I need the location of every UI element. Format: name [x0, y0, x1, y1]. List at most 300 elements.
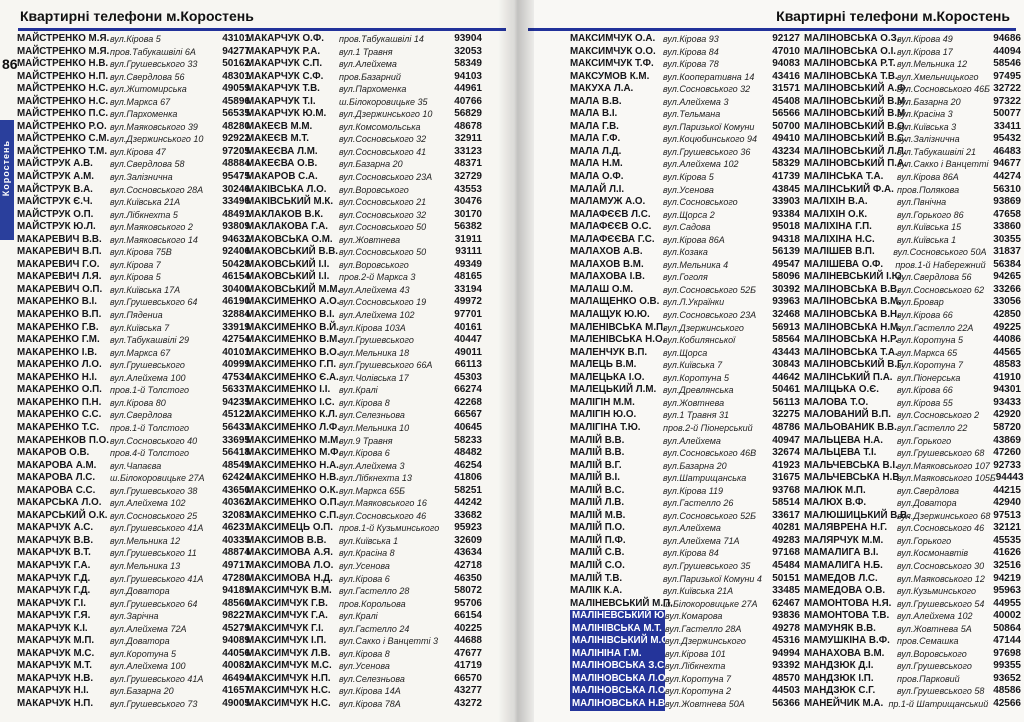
- entry-name: МАКАРСЬКА Л.О.: [17, 497, 102, 509]
- entry-name: МАКУХА Л.А.: [570, 83, 634, 95]
- entry-phone: 93904: [454, 33, 482, 44]
- directory-entry: [246, 485, 482, 498]
- entry-phone: 47677: [454, 647, 482, 659]
- directory-entry: [246, 460, 482, 473]
- entry-phone: 58514: [772, 497, 800, 509]
- entry-address: ш.Білокоровицьке 27А: [663, 598, 758, 609]
- entry-phone: 48678: [454, 120, 482, 132]
- entry-address: вул.Кобилянської: [663, 335, 736, 346]
- directory-entry: [246, 673, 482, 686]
- entry-name: МАКАРЧУК О.Ф.: [246, 33, 324, 44]
- entry-address: вул.Грушевського 68: [897, 448, 985, 459]
- entry-address: вул.Воровського: [339, 259, 409, 270]
- entry-name: МАЙСТРЕНКО Н.С.: [17, 95, 109, 107]
- entry-address: вул.Грушевського 64: [110, 297, 198, 308]
- entry-name: МАЛІНОВСЬКИЙ В.М.: [804, 108, 908, 120]
- directory-entry: [17, 347, 250, 360]
- entry-name: МАКСИМЕНКО М.Ф.: [246, 447, 342, 459]
- entry-address: вул.Грушевського 41А: [110, 573, 204, 584]
- entry-phone: 33695: [222, 434, 250, 446]
- entry-address: вул.Сосновського 46: [897, 523, 985, 534]
- entry-phone: 40335: [222, 534, 250, 546]
- header-rule: [18, 28, 506, 31]
- directory-entry: [246, 447, 482, 460]
- entry-name: МАКЕЄВ М.Т.: [246, 133, 310, 145]
- entry-name: МАЛІЙ М.В.: [570, 509, 626, 521]
- directory-entry: [570, 447, 800, 460]
- entry-phone: 48491: [222, 208, 250, 220]
- directory-entry: [570, 660, 800, 673]
- entry-name: МАЛАФЄЄВА Г.С.: [570, 233, 655, 245]
- entry-address: вул.Щорса: [663, 347, 708, 358]
- entry-address: вул.Коротуна 5: [897, 335, 963, 346]
- entry-name: МАЛЯВРЕНА Н.Г.: [804, 522, 888, 534]
- entry-phone: 30246: [222, 183, 250, 195]
- entry-name: МАЛІНЕВСЬКИЙ І.Ю.: [804, 271, 905, 283]
- entry-name: МАЛІНЕВСЬКИЙ Ю.Й.: [572, 610, 677, 622]
- entry-name: МАЛЮШИЦЬКИЙ В.В.: [804, 509, 910, 521]
- entry-phone: 43634: [454, 547, 482, 559]
- entry-phone: 46231: [222, 522, 250, 534]
- entry-name: МАКСИМЧУК М.С.: [246, 660, 332, 672]
- entry-address: пров.Базарний: [339, 71, 401, 82]
- entry-address: вул.Кірова 119: [663, 485, 724, 496]
- directory-entry: [804, 535, 1021, 548]
- entry-phone: 30400: [222, 283, 250, 295]
- entry-phone: 56366: [772, 697, 800, 709]
- entry-name: МАЛІНОВСЬКА В.Н.: [804, 309, 900, 321]
- directory-entry: [246, 372, 482, 385]
- entry-address: вул.Маяковського 12: [897, 573, 985, 584]
- entry-address: вул.Кірова 80: [110, 397, 166, 408]
- entry-phone: 94318: [772, 233, 800, 245]
- directory-entry: [570, 322, 800, 335]
- entry-name: МАЛІНОВСЬКА В.М.: [804, 296, 901, 308]
- entry-name: МАЛІНСЬКИЙ Ф.А.: [804, 183, 894, 195]
- directory-entry: [17, 33, 250, 46]
- entry-phone: 47280: [222, 572, 250, 584]
- directory-entry: [17, 535, 250, 548]
- entry-address: вул.Кірова 5: [110, 34, 161, 44]
- entry-address: вул.Космонавтів: [897, 548, 969, 559]
- entry-address: вул.Базарна 20: [339, 159, 403, 170]
- entry-phone: 97322: [993, 95, 1021, 107]
- entry-name: МАКСИМЕНКО В.О.: [246, 346, 340, 358]
- entry-phone: 56418: [222, 447, 250, 459]
- entry-name: МАКАРЕНКО О.П.: [17, 384, 102, 396]
- entry-address: вул.Мельника 4: [663, 259, 729, 270]
- entry-name: МАКСИМЧУК О.А.: [570, 33, 656, 44]
- entry-phone: 44274: [993, 171, 1021, 183]
- entry-phone: 31571: [772, 83, 800, 95]
- entry-address: вул.Дзержинського 10: [339, 109, 433, 120]
- entry-address: вул.Мельника 12: [897, 59, 968, 70]
- entry-phone: 49547: [772, 258, 800, 270]
- entry-name: МАЛЬЦЕВА Н.А.: [804, 434, 883, 446]
- entry-phone: 48874: [222, 547, 250, 559]
- entry-name: МАКАРЧУК С.Ф.: [246, 70, 324, 82]
- entry-name: МАЙСТРУК В.А.: [17, 183, 93, 195]
- entry-address: пров.Семашка: [897, 636, 959, 647]
- entry-name: МАЛІЙ С.В.: [570, 547, 625, 559]
- entry-name: МАКАРЧУК М.С.: [17, 647, 95, 659]
- directory-entry: [804, 322, 1021, 335]
- page-header: Квартирні телефони м.Коростень: [776, 8, 1010, 24]
- entry-name: МАЛА В.В.: [570, 95, 622, 107]
- entry-name: МАКСИМЕНКО Л.Ф.: [246, 421, 340, 433]
- entry-name: МАЛІНОВСЬКА Н.Р.: [804, 334, 898, 346]
- entry-name: МАЛІХІНА Г.П.: [804, 221, 872, 233]
- entry-address: вул.Щорса 2: [663, 209, 715, 220]
- entry-phone: 40645: [454, 421, 482, 433]
- entry-name: МАЛАФЄЄВ О.С.: [570, 221, 652, 233]
- entry-phone: 43869: [993, 434, 1021, 446]
- directory-entry: [804, 271, 1021, 284]
- entry-name: МАМУШКІНА В.Ф.: [804, 635, 890, 647]
- entry-address: вул.Грушевського 58: [897, 686, 985, 697]
- entry-address: вул.Кралі: [339, 385, 378, 396]
- directory-entry: [804, 547, 1021, 560]
- entry-name: МАЛІНОВСЬКИЙ А.Ф.: [804, 83, 909, 95]
- directory-entry: [804, 284, 1021, 297]
- entry-phone: 41739: [772, 171, 800, 183]
- entry-name: МАЛІНОВСЬКА Л.О.: [572, 685, 669, 697]
- entry-phone: 97495: [993, 70, 1021, 82]
- entry-address: вул.Свердлова: [897, 485, 959, 496]
- entry-address: вул.Маяковського 39: [110, 121, 198, 132]
- entry-address: вул.Маркса 67: [110, 347, 171, 358]
- entry-phone: 49011: [454, 346, 482, 358]
- directory-entry: [17, 184, 250, 197]
- entry-address: вул.Пархоменка: [110, 109, 178, 120]
- entry-name: МАКОВСЬКИЙ І.І.: [246, 271, 330, 283]
- entry-name: МАЛАХОВ А.В.: [570, 246, 643, 258]
- directory-entry: [804, 610, 1021, 623]
- entry-address: вул.Доватора: [897, 498, 957, 509]
- directory-entry: [804, 108, 1021, 121]
- entry-name: МАЛАХОВ В.М.: [570, 258, 644, 270]
- entry-name: МАКАРЧУК Г.Я.: [17, 610, 91, 622]
- entry-phone: 92922: [222, 133, 250, 145]
- entry-phone: 48280: [222, 120, 250, 132]
- directory-entry: [17, 472, 250, 485]
- directory-entry: [17, 485, 250, 498]
- directory-entry: [246, 334, 482, 347]
- entry-phone: 47144: [993, 635, 1021, 647]
- entry-name: МАКСИМЧУК Г.І.: [246, 622, 324, 634]
- entry-address: вул.Дзержинського 68: [897, 510, 991, 521]
- entry-phone: 41657: [222, 685, 250, 697]
- directory-entry: [570, 359, 800, 372]
- entry-phone: 95432: [993, 133, 1021, 145]
- entry-address: вул.Гастелло 24: [339, 623, 410, 634]
- entry-phone: 48165: [454, 271, 482, 283]
- entry-address: вул.Кірова 66: [897, 385, 953, 396]
- entry-name: МАКСИМЧУК Г.В.: [246, 597, 328, 609]
- entry-phone: 40101: [222, 346, 250, 358]
- directory-entry: [804, 635, 1021, 648]
- directory-entry: [246, 409, 482, 422]
- entry-name: МАЙСТРУК Є.Ч.: [17, 196, 93, 208]
- entry-address: вул.Лібкнехта: [665, 661, 726, 672]
- directory-entry: [570, 573, 800, 586]
- entry-name: МАЛАХОВА І.В.: [570, 271, 645, 283]
- directory-entry: [246, 585, 482, 598]
- entry-phone: 32729: [454, 171, 482, 183]
- entry-name: МАЛІНЕВСЬКИЙ М.П.: [570, 597, 673, 609]
- entry-name: МАКОВСЬКИЙ М.М.: [246, 283, 341, 295]
- entry-phone: 43443: [772, 346, 800, 358]
- entry-address: вул.Свердлова 56: [110, 71, 185, 82]
- entry-name: МАКСИМЕНКО Є.А.: [246, 371, 339, 383]
- entry-address: вул.Гастелло 22: [897, 422, 968, 433]
- entry-phone: 44094: [993, 45, 1021, 57]
- entry-name: МАКЕЄВА Л.М.: [246, 145, 318, 157]
- entry-phone: 33485: [772, 585, 800, 597]
- entry-phone: 95706: [454, 597, 482, 609]
- entry-name: МАКСИМЕНКО І.І.: [246, 384, 331, 396]
- entry-phone: 48549: [222, 459, 250, 471]
- entry-address: вул.Сосновського 21: [339, 197, 427, 208]
- entry-address: вул.Лібкнехта 5: [110, 209, 178, 220]
- entry-name: МАКАРОВА С.С.: [17, 484, 96, 496]
- directory-entry: [17, 359, 250, 372]
- entry-address: вул.Пархоменка: [339, 84, 407, 95]
- directory-entry: [570, 372, 800, 385]
- entry-name: МАЙСТРЕНКО М.Я.: [17, 45, 110, 57]
- entry-phone: 48570: [772, 672, 800, 684]
- entry-address: вул.Тельмана: [663, 109, 721, 120]
- entry-address: вул.Грушевського 66А: [339, 360, 433, 371]
- directory-entry: [804, 460, 1021, 473]
- entry-phone: 33617: [772, 509, 800, 521]
- entry-address: вул.Сосновського 19: [339, 297, 427, 308]
- entry-name: МАЛІНОВСЬКИЙ В.С.: [804, 133, 907, 145]
- entry-phone: 56566: [772, 108, 800, 120]
- entry-address: вул.Коротуна 7: [897, 360, 963, 371]
- entry-name: МАЛЬЧЕВСЬКА Н.В.: [804, 472, 903, 484]
- entry-phone: 97168: [772, 547, 800, 559]
- directory-entry: [246, 322, 482, 335]
- section-tab-label: Коростень: [1, 140, 11, 197]
- entry-address: вул.Жовтнева: [339, 234, 401, 245]
- entry-name: МАЛІНОВСЬКА Н.В.: [572, 697, 668, 709]
- entry-phone: 43234: [772, 145, 800, 157]
- entry-name: МАЛІНОВСЬКИЙ П.А.: [804, 158, 907, 170]
- entry-phone: 42268: [454, 396, 482, 408]
- entry-address: вул.Чолівська 17: [339, 372, 409, 383]
- directory-entry: [246, 397, 482, 410]
- directory-entry: [17, 635, 250, 648]
- entry-address: пров.1-й Набережний: [895, 259, 986, 270]
- directory-entry: [246, 547, 482, 560]
- directory-entry: [246, 635, 482, 648]
- directory-entry: [246, 623, 482, 636]
- entry-name: МАКСИМЕНКО В.Й.: [246, 321, 339, 333]
- entry-address: вул.Кірова 78А: [339, 698, 401, 709]
- entry-name: МАКАРЕВИЧ В.В.: [17, 233, 102, 245]
- directory-entry: [246, 46, 482, 59]
- directory-entry: [246, 422, 482, 435]
- entry-phone: 94103: [454, 70, 482, 82]
- entry-address: вул.Гоголя: [663, 272, 708, 283]
- entry-name: МАЙСТРЕНКО Н.С.: [17, 83, 109, 95]
- entry-phone: 40947: [772, 434, 800, 446]
- entry-address: вул.Кірова 84: [663, 548, 719, 559]
- entry-name: МАКСИМОВА Н.Д.: [246, 572, 333, 584]
- entry-address: вул.Воровського: [897, 648, 967, 659]
- entry-address: вул.Сосновського 50: [339, 222, 427, 233]
- entry-phone: 33860: [993, 221, 1021, 233]
- entry-phone: 31911: [454, 233, 482, 245]
- entry-address: вул.Дзержинського: [663, 322, 744, 333]
- entry-address: вул.Свердлова: [110, 410, 172, 421]
- directory-entry: [804, 422, 1021, 435]
- entry-name: МАКАРЧУК М.П.: [17, 635, 95, 647]
- entry-name: МАЛА Г.Ф.: [570, 133, 621, 145]
- entry-phone: 43845: [772, 183, 800, 195]
- entry-phone: 95923: [454, 522, 482, 534]
- entry-address: вул.Грушевського 73: [110, 698, 198, 709]
- entry-address: вул.Сосновського 46: [339, 510, 427, 521]
- entry-address: вул.Базарна 20: [663, 460, 727, 471]
- entry-name: МАЛАШ О.М.: [570, 283, 634, 295]
- directory-entry: [804, 623, 1021, 636]
- entry-name: МАКАРЕВИЧ Г.О.: [17, 258, 100, 270]
- entry-name: МАМОНТОВА Н.Я.: [804, 597, 892, 609]
- entry-phone: 43272: [454, 697, 482, 709]
- entry-name: МАЙСТРЕНКО Н.П.: [17, 70, 109, 82]
- directory-entry: [246, 472, 482, 485]
- entry-address: вул.Табукашвілі 21: [897, 146, 977, 157]
- directory-entry: [17, 409, 250, 422]
- entry-phone: 94083: [772, 58, 800, 70]
- entry-name: МАЙСТРУК Ю.Л.: [17, 221, 96, 233]
- directory-entry: [804, 648, 1021, 661]
- entry-address: пров.Парковий: [897, 673, 960, 684]
- entry-address: вул.Кооперативна 14: [663, 71, 755, 82]
- entry-phone: 56382: [454, 221, 482, 233]
- entry-name: МАЙСТРЕНКО Р.О.: [17, 120, 107, 132]
- entry-name: МАЛІШЕВ В.П.: [804, 246, 875, 258]
- directory-entry: [246, 71, 482, 84]
- entry-address: вул.Маяковського 14: [110, 234, 198, 245]
- entry-address: вул.Київська 7: [663, 360, 723, 371]
- entry-phone: 94677: [993, 158, 1021, 170]
- directory-entry: [570, 184, 800, 197]
- entry-phone: 93768: [772, 484, 800, 496]
- entry-name: МАЙСТРУК О.П.: [17, 208, 94, 220]
- entry-name: МАКАРЕНКО І.В.: [17, 346, 97, 358]
- entry-address: вул.Гастелло 26: [663, 498, 734, 509]
- entry-name: МАМОНТОВА Т.В.: [804, 610, 890, 622]
- directory-entry: [246, 196, 482, 209]
- entry-phone: 56829: [454, 108, 482, 120]
- entry-name: МАКСИМЧУК Л.В.: [246, 647, 331, 659]
- entry-name: МАМАЛИГА В.І.: [804, 547, 879, 559]
- entry-name: МАЛА Г.В.: [570, 120, 619, 132]
- entry-address: вул.Зарічна: [110, 611, 159, 622]
- directory-entry: [17, 259, 250, 272]
- entry-address: вул.Алейхема: [339, 59, 397, 70]
- entry-name: МАКСИМЕЦЬ О.П.: [246, 522, 333, 534]
- entry-phone: 48301: [222, 70, 250, 82]
- directory-entry: [246, 698, 482, 711]
- right-page: [512, 0, 1024, 722]
- directory-entry: [246, 121, 482, 134]
- entry-name: МАНДЗЮК І.П.: [804, 672, 874, 684]
- entry-name: МАКАРЧУК К.І.: [17, 622, 88, 634]
- entry-address: вул.Кірова 14А: [339, 686, 401, 697]
- entry-address: вул.Сосновського 32: [339, 134, 427, 145]
- entry-name: МАЛІНОВСЬКИЙ В.М.: [804, 95, 908, 107]
- entry-name: МАКІВСЬКИЙ М.К.: [246, 196, 334, 208]
- entry-phone: 43650: [222, 484, 250, 496]
- entry-name: МАКАРЕНКО Г.В.: [17, 321, 99, 333]
- directory-entry: [17, 660, 250, 673]
- entry-phone: 93652: [993, 672, 1021, 684]
- entry-phone: 44688: [454, 635, 482, 647]
- entry-phone: 48786: [772, 421, 800, 433]
- entry-name: МАЛЕНІВСЬКА М.П.: [570, 321, 666, 333]
- entry-phone: 32911: [454, 133, 482, 145]
- entry-address: вул.Кірова 5: [663, 172, 714, 183]
- entry-address: вул.Грушевського 41А: [110, 523, 204, 534]
- entry-address: вул.Грушевського 33: [110, 59, 198, 70]
- directory-entry: [804, 234, 1021, 247]
- entry-phone: 66113: [454, 359, 482, 371]
- entry-phone: 58720: [993, 421, 1021, 433]
- entry-phone: 41910: [993, 371, 1021, 383]
- entry-name: МАЛІНОВСЬКА О.З.: [804, 33, 900, 44]
- entry-address: пров.Полякова: [897, 184, 960, 195]
- entry-name: МАЛАЙ Л.І.: [570, 183, 625, 195]
- entry-address: вул.Залізнична: [897, 134, 960, 145]
- entry-phone: 50700: [772, 120, 800, 132]
- entry-address: вул.Кірова 49: [897, 34, 953, 44]
- directory-entry: [804, 347, 1021, 360]
- entry-name: МАЛІНОВСЬКА О.І.: [804, 45, 897, 57]
- entry-phone: 56113: [772, 396, 800, 408]
- entry-phone: 93392: [772, 660, 800, 672]
- entry-address: вул.Кірова 6: [339, 573, 390, 584]
- entry-phone: 94301: [993, 384, 1021, 396]
- page-number: 86: [2, 56, 18, 72]
- entry-name: МАКАРЧУК Т.В.: [246, 83, 320, 95]
- directory-entry: [17, 384, 250, 397]
- entry-address: пр.1-й Шатрищанський: [888, 698, 989, 709]
- entry-phone: 99355: [993, 660, 1021, 672]
- entry-name: МАКАРОВ О.В.: [17, 447, 90, 459]
- entry-name: МАКОВСЬКИЙ В.В.: [246, 246, 339, 258]
- directory-entry: [17, 309, 250, 322]
- directory-entry: [570, 284, 800, 297]
- directory-entry: [804, 359, 1021, 372]
- entry-address: вул.Воровського: [339, 184, 409, 195]
- directory-entry: [570, 384, 800, 397]
- directory-entry: [17, 623, 250, 636]
- entry-phone: 94265: [993, 271, 1021, 283]
- entry-phone: 97701: [454, 309, 482, 321]
- entry-name: МАКСИМЕНКО С.П.: [246, 509, 339, 521]
- directory-entry: [570, 146, 800, 159]
- entry-address: вул.Кралі: [339, 611, 378, 622]
- entry-phone: 40766: [454, 95, 482, 107]
- entry-phone: 45535: [993, 534, 1021, 546]
- directory-entry: [570, 409, 800, 422]
- entry-address: вул.Дзержинського: [665, 636, 746, 647]
- entry-phone: 45303: [454, 371, 482, 383]
